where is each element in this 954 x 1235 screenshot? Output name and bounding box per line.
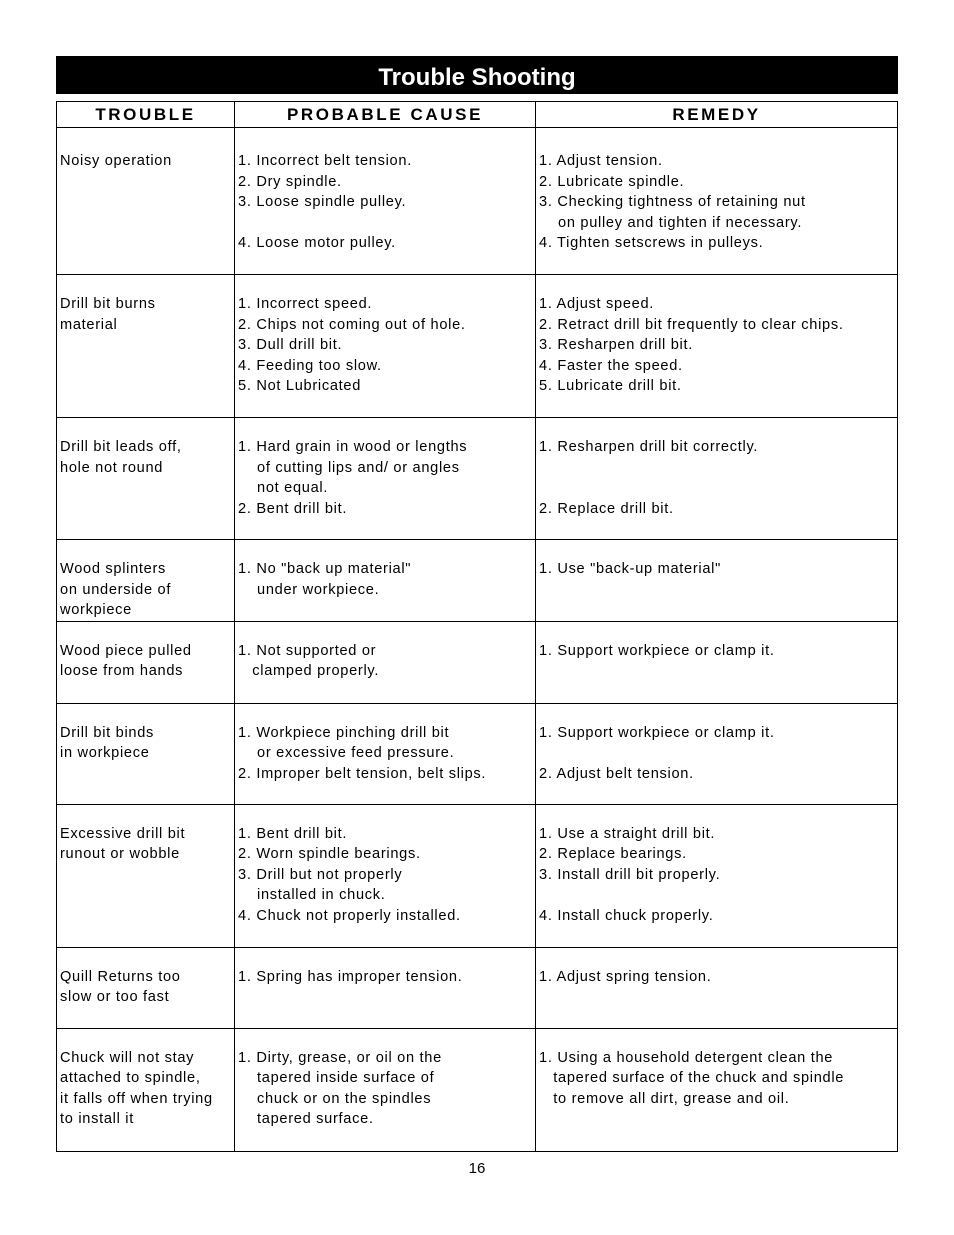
header-trouble: TROUBLE (57, 102, 235, 128)
table-row (57, 804, 898, 947)
remedy-cell: 1. Use a straight drill bit. 2. Replace bearings. 3. Install drill bit properly. 4. Install chuck properly. (539, 825, 721, 924)
trouble-cell: Drill bit burns material (60, 296, 156, 333)
page-title: Trouble Shooting (378, 64, 576, 91)
remedy-cell: 1. Adjust tension. 2. Lubricate spindle. 3. Checking tightness of retaining nut on pulley and tighten if necessary. 4. Tighten setscrews in pulleys. (539, 153, 806, 251)
remedy-cell: 1. Using a household detergent clean the tapered surface of the chuck and spindle to remove all dirt, grease and oil. (539, 1049, 845, 1107)
table-row (57, 540, 898, 622)
remedy-cell: 1. Support workpiece or clamp it. (539, 642, 775, 659)
cause-cell: 1. No "back up material" under workpiece. (238, 561, 412, 598)
troubleshooting-table (56, 101, 898, 1152)
trouble-cell: Drill bit binds in workpiece (60, 724, 155, 761)
table-row (57, 418, 898, 540)
table-header-row (57, 102, 898, 128)
remedy-cell: 1. Resharpen drill bit correctly. 2. Replace drill bit. (539, 439, 759, 517)
table-row (57, 703, 898, 804)
trouble-cell: Excessive drill bit runout or wobble (60, 825, 186, 862)
table-row (57, 1028, 898, 1151)
cause-cell: 1. Not supported or clamped properly. (238, 642, 380, 679)
remedy-cell: 1. Adjust spring tension. (539, 968, 712, 985)
remedy-cell: 1. Use "back-up material" (539, 561, 721, 577)
trouble-cell: Drill bit leads off, hole not round (60, 439, 182, 476)
cause-cell: 1. Incorrect belt tension. 2. Dry spindle. 3. Loose spindle pulley. 4. Loose motor pulley. (238, 153, 412, 251)
trouble-cell: Wood piece pulled loose from hands (60, 642, 192, 679)
table-row (57, 275, 898, 418)
trouble-cell: Wood splinters on underside of workpiece (60, 561, 172, 618)
trouble-cell: Noisy operation (60, 153, 172, 169)
header-probable-cause: PROBABLE CAUSE (235, 102, 536, 128)
page-number: 16 (468, 1160, 486, 1177)
header-remedy: REMEDY (536, 102, 898, 128)
table-row (57, 947, 898, 1028)
cause-cell: 1. Workpiece pinching drill bit or excessive feed pressure. 2. Improper belt tension, belt slips. (238, 724, 487, 782)
cause-cell: 1. Bent drill bit. 2. Worn spindle bearings. 3. Drill but not properly installed in chuck. 4. Chuck not properly installed. (238, 825, 461, 924)
remedy-cell: 1. Adjust speed. 2. Retract drill bit frequently to clear chips. 3. Resharpen drill bit. 4. Faster the speed. 5. Lubricate drill bit. (539, 296, 844, 394)
trouble-cell: Chuck will not stay attached to spindle, it falls off when trying to install it (60, 1049, 213, 1127)
page-title-bar (56, 56, 898, 94)
cause-cell: 1. Incorrect speed. 2. Chips not coming out of hole. 3. Dull drill bit. 4. Feeding too slow. 5. Not Lubricated (238, 296, 466, 394)
table-row (57, 128, 898, 275)
table-row (57, 621, 898, 703)
cause-cell: 1. Spring has improper tension. (238, 968, 463, 985)
trouble-cell: Quill Returns too slow or too fast (60, 968, 181, 1005)
cause-cell: 1. Hard grain in wood or lengths of cutting lips and/ or angles not equal. 2. Bent drill bit. (238, 439, 468, 517)
remedy-cell: 1. Support workpiece or clamp it. 2. Adjust belt tension. (539, 724, 775, 782)
cause-cell: 1. Dirty, grease, or oil on the tapered inside surface of chuck or on the spindles tapered surface. (238, 1049, 442, 1127)
